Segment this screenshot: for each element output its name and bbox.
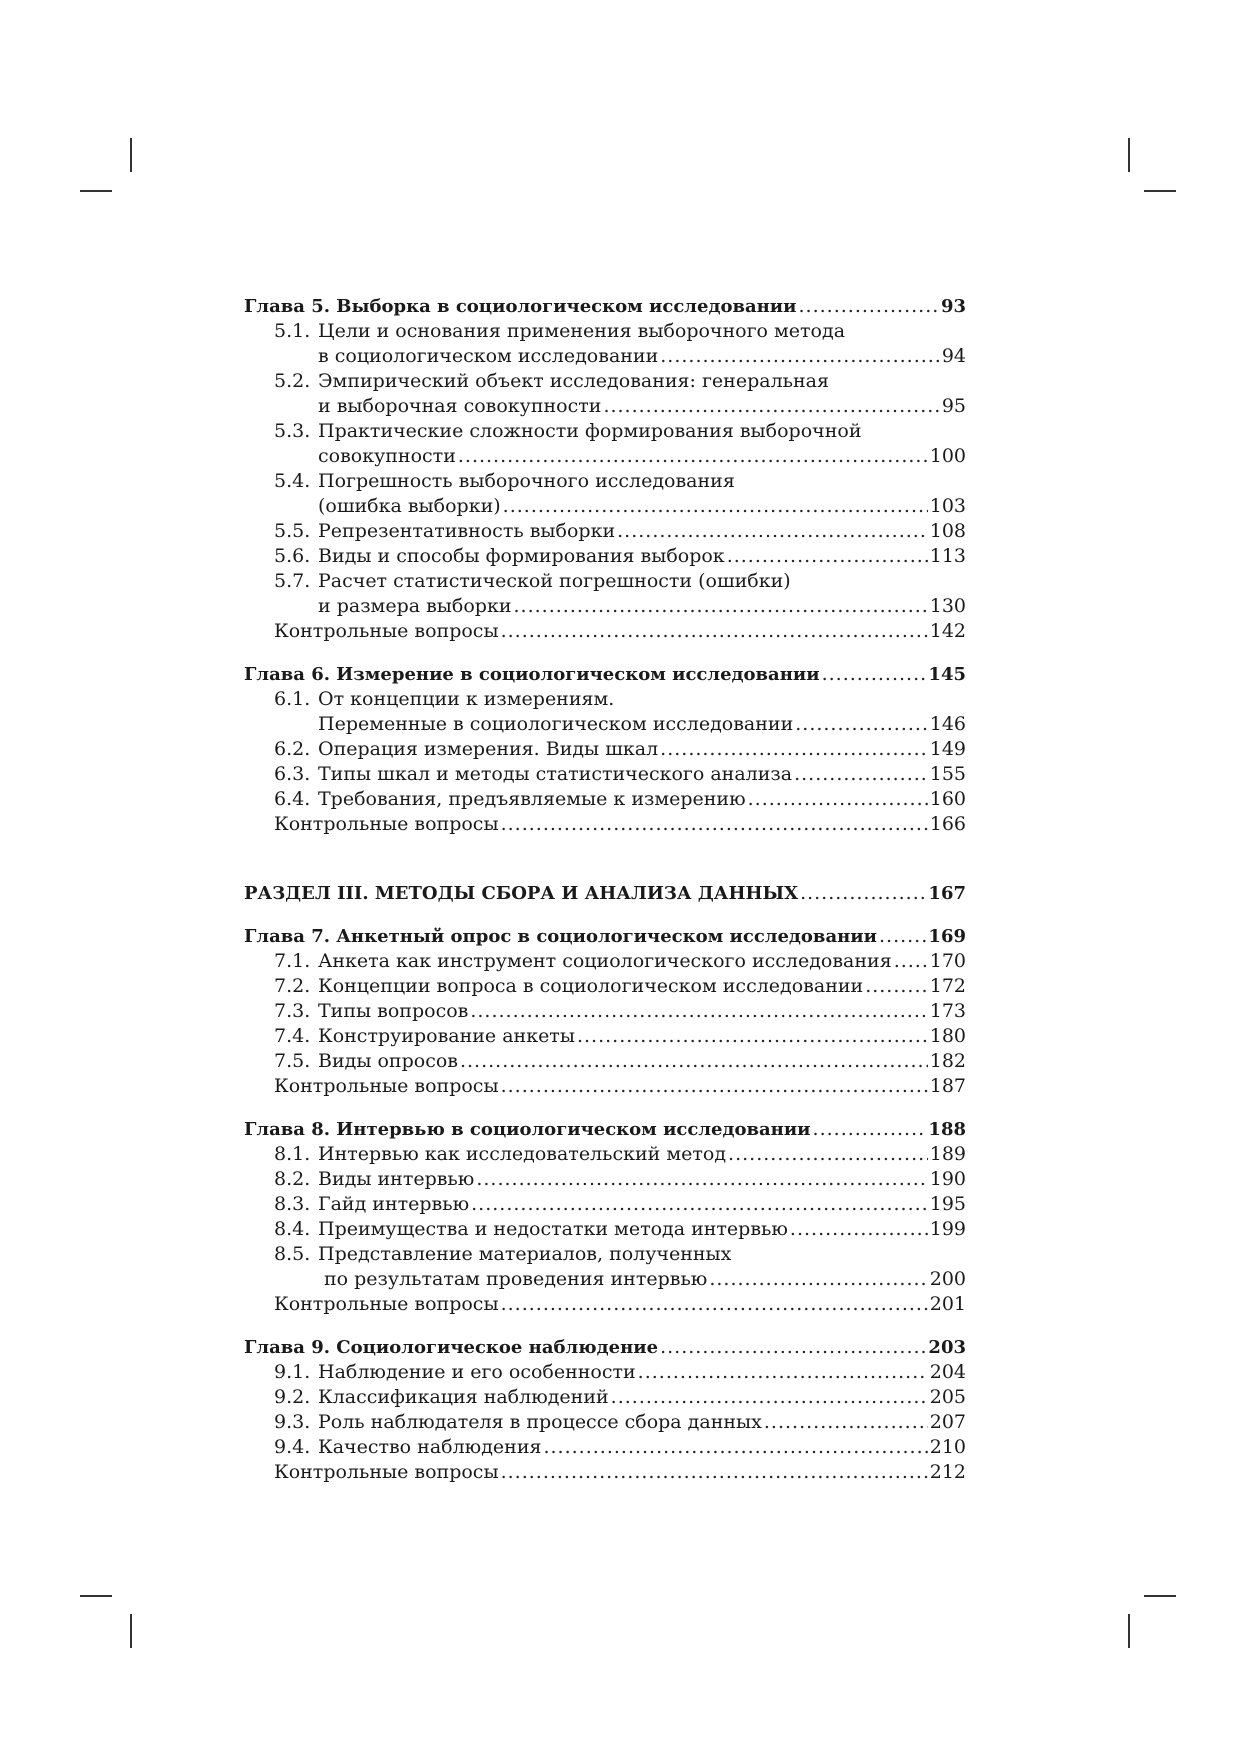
table-of-contents bbox=[244, 294, 966, 1485]
leader-dots bbox=[476, 1167, 927, 1192]
toc-item[interactable] bbox=[244, 1024, 966, 1049]
leader-dots bbox=[795, 712, 928, 737]
toc-item[interactable] bbox=[244, 999, 966, 1024]
item-title: Контрольные вопросы bbox=[274, 1461, 499, 1483]
item-title: Репрезентативность выборки bbox=[318, 520, 616, 542]
item-title: Контрольные вопросы bbox=[274, 1075, 499, 1097]
leader-dots bbox=[501, 1292, 928, 1317]
page-number: 149 bbox=[929, 738, 966, 760]
toc-questions[interactable] bbox=[244, 1460, 966, 1485]
page-number: 100 bbox=[929, 445, 966, 467]
toc-item-cont[interactable] bbox=[244, 394, 966, 419]
item-title: Представление материалов, полученных bbox=[318, 1243, 732, 1265]
toc-item[interactable] bbox=[244, 1217, 966, 1242]
item-title: (ошибка выборки) bbox=[318, 495, 501, 517]
item-title: в социологическом исследовании bbox=[318, 345, 659, 367]
item-title: Анкета как инструмент социологического исследования bbox=[318, 950, 892, 972]
leader-dots bbox=[727, 544, 928, 569]
page-number: 166 bbox=[929, 813, 966, 835]
crop-mark bbox=[130, 138, 132, 172]
toc-item-cont[interactable] bbox=[244, 344, 966, 369]
toc-questions[interactable] bbox=[244, 1074, 966, 1099]
toc-item[interactable] bbox=[244, 787, 966, 812]
page-number: 155 bbox=[929, 763, 966, 785]
toc-item[interactable] bbox=[244, 519, 966, 544]
page-number: 146 bbox=[929, 713, 966, 735]
page-number: 210 bbox=[929, 1436, 966, 1458]
item-title: Требования, предъявляемые к измерению bbox=[318, 788, 746, 810]
item-number: 8.2. bbox=[274, 1168, 311, 1190]
leader-dots bbox=[660, 344, 940, 369]
leader-dots bbox=[501, 1460, 928, 1485]
toc-item[interactable] bbox=[244, 319, 966, 344]
leader-dots bbox=[638, 1360, 928, 1385]
item-title: Цели и основания применения выборочного метода bbox=[318, 320, 846, 342]
page-number: 95 bbox=[941, 395, 966, 417]
toc-item-cont[interactable] bbox=[244, 444, 966, 469]
toc-item[interactable] bbox=[244, 1242, 966, 1267]
page-number: 180 bbox=[929, 1025, 966, 1047]
item-title: Наблюдение и его особенности bbox=[318, 1361, 636, 1383]
page-number: 203 bbox=[928, 1337, 966, 1358]
leader-dots bbox=[503, 494, 928, 519]
toc-item-cont[interactable] bbox=[244, 712, 966, 737]
page-number: 167 bbox=[928, 883, 966, 904]
chapter-title: Глава 6. Измерение в социологическом исследовании bbox=[244, 664, 820, 685]
item-title: по результатам проведения интервью bbox=[324, 1268, 708, 1290]
crop-mark bbox=[1144, 190, 1176, 192]
item-title: Типы шкал и методы статистического анализа bbox=[318, 763, 793, 785]
toc-questions[interactable] bbox=[244, 619, 966, 644]
toc-item[interactable] bbox=[244, 737, 966, 762]
leader-dots bbox=[514, 594, 928, 619]
page-number: 188 bbox=[928, 1119, 966, 1140]
page-number: 94 bbox=[941, 345, 966, 367]
leader-dots bbox=[577, 1024, 928, 1049]
page-number: 113 bbox=[929, 545, 966, 567]
chapter-title: Глава 8. Интервью в социологическом исследовании bbox=[244, 1119, 811, 1140]
item-title: и выборочная совокупности bbox=[318, 395, 602, 417]
item-title: Роль наблюдателя в процессе сбора данных bbox=[318, 1411, 762, 1433]
item-number: 5.4. bbox=[274, 470, 311, 492]
leader-dots bbox=[790, 1217, 928, 1242]
item-title: Виды интервью bbox=[318, 1168, 475, 1190]
crop-mark bbox=[1128, 138, 1130, 172]
toc-item[interactable] bbox=[244, 1435, 966, 1460]
item-number: 5.6. bbox=[274, 545, 311, 567]
leader-dots bbox=[813, 1117, 927, 1142]
item-title: Переменные в социологическом исследовании bbox=[318, 713, 794, 735]
item-number: 6.2. bbox=[274, 738, 311, 760]
page-number: 204 bbox=[929, 1361, 966, 1383]
item-title: От концепции к измерениям. bbox=[318, 688, 615, 710]
page-number: 170 bbox=[929, 950, 966, 972]
page-number: 187 bbox=[929, 1075, 966, 1097]
chapter-title: Глава 9. Социологическое наблюдение bbox=[244, 1337, 659, 1358]
item-number: 9.1. bbox=[274, 1361, 311, 1383]
page-number: 108 bbox=[929, 520, 966, 542]
toc-chapter[interactable] bbox=[244, 294, 966, 319]
item-title: Типы вопросов bbox=[318, 1000, 469, 1022]
toc-item[interactable] bbox=[244, 949, 966, 974]
leader-dots bbox=[748, 787, 928, 812]
toc-chapter[interactable] bbox=[244, 1117, 966, 1142]
item-number: 8.1. bbox=[274, 1143, 311, 1165]
item-title: Расчет статистической погрешности (ошибки) bbox=[318, 570, 791, 592]
toc-item-cont[interactable] bbox=[244, 494, 966, 519]
leader-dots bbox=[879, 924, 926, 949]
item-title: совокупности bbox=[318, 445, 456, 467]
toc-item-cont[interactable] bbox=[244, 1267, 966, 1292]
crop-mark bbox=[80, 190, 112, 192]
leader-dots bbox=[470, 999, 927, 1024]
crop-mark bbox=[130, 1614, 132, 1648]
page-number: 189 bbox=[929, 1143, 966, 1165]
page-number: 195 bbox=[929, 1193, 966, 1215]
toc-item[interactable] bbox=[244, 1192, 966, 1217]
toc-item[interactable] bbox=[244, 544, 966, 569]
item-title: Классификация наблюдений bbox=[318, 1386, 609, 1408]
item-number: 9.2. bbox=[274, 1386, 311, 1408]
toc-item[interactable] bbox=[244, 762, 966, 787]
item-title: Конструирование анкеты bbox=[318, 1025, 575, 1047]
leader-dots bbox=[543, 1435, 927, 1460]
item-number: 6.3. bbox=[274, 763, 311, 785]
leader-dots bbox=[794, 762, 928, 787]
toc-item[interactable] bbox=[244, 687, 966, 712]
leader-dots bbox=[865, 974, 928, 999]
item-number: 6.4. bbox=[274, 788, 311, 810]
item-title: Контрольные вопросы bbox=[274, 620, 499, 642]
page-number: 145 bbox=[928, 664, 966, 685]
item-number: 7.5. bbox=[274, 1050, 311, 1072]
leader-dots bbox=[822, 662, 927, 687]
page-number: 160 bbox=[929, 788, 966, 810]
item-number: 6.1. bbox=[274, 688, 311, 710]
page-number: 130 bbox=[929, 595, 966, 617]
page-number: 200 bbox=[929, 1268, 966, 1290]
leader-dots bbox=[709, 1267, 927, 1292]
leader-dots bbox=[617, 519, 928, 544]
leader-dots bbox=[501, 619, 928, 644]
item-number: 8.4. bbox=[274, 1218, 311, 1240]
leader-dots bbox=[660, 737, 928, 762]
toc-item[interactable] bbox=[244, 1360, 966, 1385]
page-number: 199 bbox=[929, 1218, 966, 1240]
item-title: Операция измерения. Виды шкал bbox=[318, 738, 659, 760]
page-number: 212 bbox=[929, 1461, 966, 1483]
item-title: Гайд интервью bbox=[318, 1193, 470, 1215]
crop-mark bbox=[1128, 1614, 1130, 1648]
chapter-title: Глава 7. Анкетный опрос в социологическом исследовании bbox=[244, 926, 877, 947]
toc-item[interactable] bbox=[244, 1410, 966, 1435]
crop-mark bbox=[80, 1595, 112, 1597]
section-title: РАЗДЕЛ III. МЕТОДЫ СБОРА И АНАЛИЗА ДАННЫХ bbox=[244, 883, 799, 904]
toc-section[interactable] bbox=[244, 881, 966, 906]
leader-dots bbox=[660, 1335, 926, 1360]
item-title: Качество наблюдения bbox=[318, 1436, 542, 1458]
toc-item[interactable] bbox=[244, 569, 966, 594]
page-number: 93 bbox=[940, 296, 966, 317]
leader-dots bbox=[728, 1142, 928, 1167]
page-number: 142 bbox=[929, 620, 966, 642]
chapter-title: Глава 5. Выборка в социологическом исследовании bbox=[244, 296, 797, 317]
item-number: 5.7. bbox=[274, 570, 311, 592]
item-title: Контрольные вопросы bbox=[274, 813, 499, 835]
toc-item[interactable] bbox=[244, 1167, 966, 1192]
item-number: 5.1. bbox=[274, 320, 311, 342]
item-number: 7.2. bbox=[274, 975, 311, 997]
leader-dots bbox=[460, 1049, 928, 1074]
leader-dots bbox=[471, 1192, 928, 1217]
toc-item[interactable] bbox=[244, 974, 966, 999]
crop-mark bbox=[1144, 1595, 1176, 1597]
item-number: 7.3. bbox=[274, 1000, 311, 1022]
toc-item[interactable] bbox=[244, 369, 966, 394]
item-title: Погрешность выборочного исследования bbox=[318, 470, 735, 492]
page-number: 201 bbox=[929, 1293, 966, 1315]
toc-item[interactable] bbox=[244, 1049, 966, 1074]
item-number: 8.3. bbox=[274, 1193, 311, 1215]
toc-item[interactable] bbox=[244, 419, 966, 444]
item-title: Преимущества и недостатки метода интервью bbox=[318, 1218, 788, 1240]
leader-dots bbox=[894, 949, 928, 974]
item-number: 7.4. bbox=[274, 1025, 311, 1047]
toc-questions[interactable] bbox=[244, 1292, 966, 1317]
item-number: 9.4. bbox=[274, 1436, 311, 1458]
toc-chapter[interactable] bbox=[244, 1335, 966, 1360]
item-title: Виды и способы формирования выборок bbox=[318, 545, 725, 567]
item-number: 5.5. bbox=[274, 520, 311, 542]
leader-dots bbox=[611, 1385, 928, 1410]
item-number: 9.3. bbox=[274, 1411, 311, 1433]
page-number: 103 bbox=[929, 495, 966, 517]
item-number: 5.3. bbox=[274, 420, 311, 442]
item-title: Концепции вопроса в социологическом исследовании bbox=[318, 975, 864, 997]
toc-item[interactable] bbox=[244, 469, 966, 494]
item-title: и размера выборки bbox=[318, 595, 512, 617]
item-number: 8.5. bbox=[274, 1243, 311, 1265]
item-number: 7.1. bbox=[274, 950, 311, 972]
item-title: Виды опросов bbox=[318, 1050, 458, 1072]
toc-item[interactable] bbox=[244, 1385, 966, 1410]
item-title: Эмпирический объект исследования: генеральная bbox=[318, 370, 829, 392]
page-number: 169 bbox=[928, 926, 966, 947]
leader-dots bbox=[603, 394, 939, 419]
page-number: 173 bbox=[929, 1000, 966, 1022]
page-number: 190 bbox=[929, 1168, 966, 1190]
leader-dots bbox=[799, 294, 939, 319]
item-title: Интервью как исследовательский метод bbox=[318, 1143, 727, 1165]
toc-item[interactable] bbox=[244, 1142, 966, 1167]
page-number: 172 bbox=[929, 975, 966, 997]
leader-dots bbox=[800, 881, 926, 906]
toc-questions[interactable] bbox=[244, 812, 966, 837]
leader-dots bbox=[501, 1074, 928, 1099]
item-title: Контрольные вопросы bbox=[274, 1293, 499, 1315]
toc-chapter[interactable] bbox=[244, 924, 966, 949]
leader-dots bbox=[501, 812, 928, 837]
toc-item-cont[interactable] bbox=[244, 594, 966, 619]
leader-dots bbox=[458, 444, 928, 469]
page-number: 205 bbox=[929, 1386, 966, 1408]
item-number: 5.2. bbox=[274, 370, 311, 392]
page-number: 182 bbox=[929, 1050, 966, 1072]
leader-dots bbox=[764, 1410, 928, 1435]
page-number: 207 bbox=[929, 1411, 966, 1433]
item-title: Практические сложности формирования выборочной bbox=[318, 420, 862, 442]
toc-chapter[interactable] bbox=[244, 662, 966, 687]
